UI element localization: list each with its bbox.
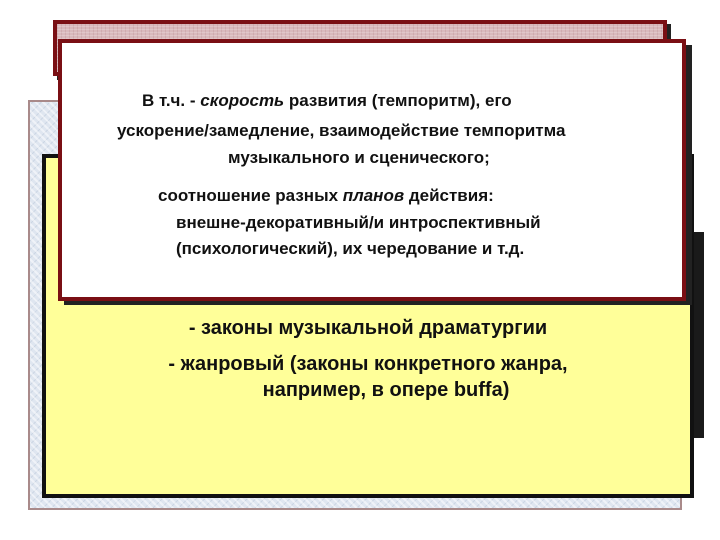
- main-line-dramaturgy: - законы музыкальной драматургии: [188, 317, 548, 339]
- main-line-genre: - жанровый (законы конкретного жанра,: [168, 353, 568, 375]
- main-line-buffa: например, в опере buffa): [262, 379, 510, 401]
- popup-line-4: [158, 185, 494, 207]
- popup-line-1-emphasis: скорость: [200, 91, 285, 110]
- popup-note-card: [58, 39, 686, 301]
- popup-line-1-prefix: В т.ч. -: [142, 91, 201, 110]
- popup-line-2: ускорение/замедление, взаимодействие темпоритма: [117, 121, 566, 140]
- popup-line-5: внешне-декоративный/и интроспективный: [176, 213, 541, 232]
- popup-line-6: (психологический), их чередование и т.д.: [176, 239, 525, 258]
- popup-line-4-prefix: соотношение разных: [158, 186, 343, 205]
- popup-line-1-suffix: развития (темпоритм), его: [284, 91, 512, 110]
- popup-line-3: музыкального и сценического;: [228, 148, 490, 167]
- popup-line-4-suffix: действия:: [404, 186, 494, 205]
- popup-line-1: [142, 90, 512, 112]
- popup-line-4-emphasis: планов: [342, 186, 405, 205]
